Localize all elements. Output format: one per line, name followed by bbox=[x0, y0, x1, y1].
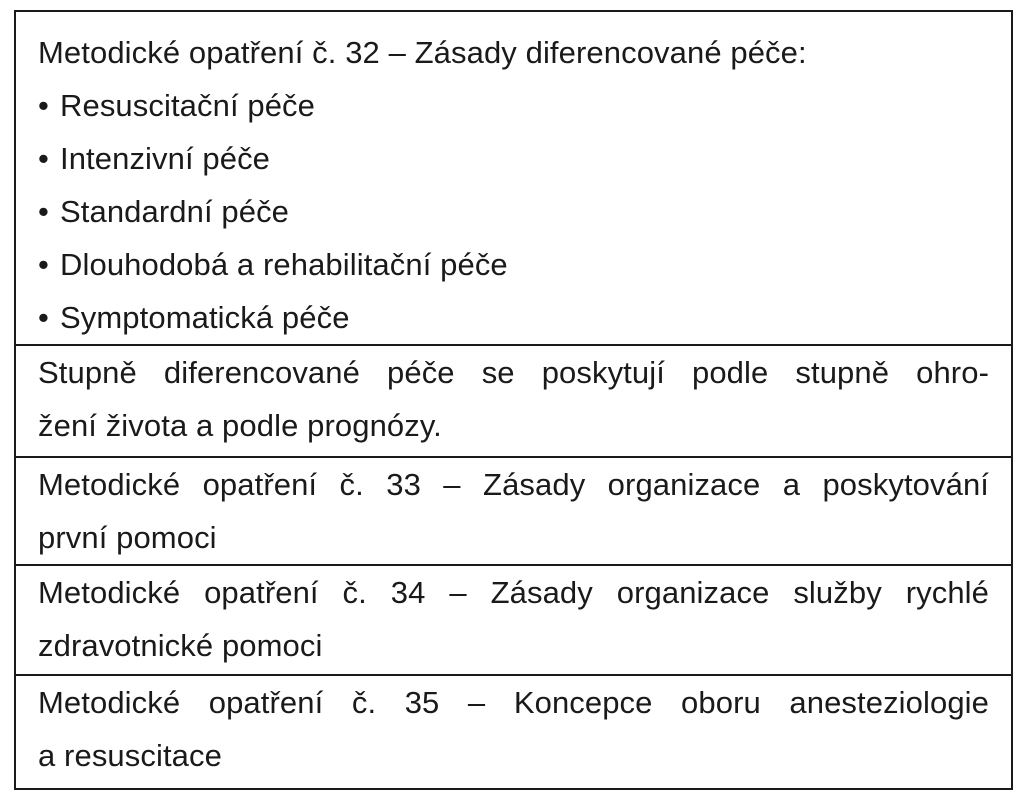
table-row-measure-34 bbox=[16, 564, 1011, 674]
row-text-line: Metodické opatření č. 33 – Zásady organizace a poskytování bbox=[38, 467, 989, 502]
methodical-measures-table bbox=[14, 10, 1013, 790]
list-item bbox=[38, 185, 989, 238]
row-text-line: Stupně diferencované péče se poskytují podle stupně ohro- bbox=[38, 355, 989, 390]
row-text-line: zdravotnické pomoci bbox=[38, 628, 323, 663]
table-row-measure-33 bbox=[16, 456, 1011, 564]
list-item bbox=[38, 291, 989, 344]
measure-32-heading: Metodické opatření č. 32 – Zásady diferencované péče: bbox=[38, 35, 807, 70]
list-item-label: Symptomatická péče bbox=[60, 300, 350, 335]
table-row-care-levels bbox=[16, 344, 1011, 456]
table-row-measure-35 bbox=[16, 674, 1011, 788]
bullet-icon: • bbox=[38, 88, 49, 123]
table-row-measure-32 bbox=[16, 26, 1011, 344]
list-item-label: Intenzivní péče bbox=[60, 141, 271, 176]
list-item-label: Resuscitační péče bbox=[60, 88, 315, 123]
bullet-icon: • bbox=[38, 194, 49, 229]
list-item bbox=[38, 132, 989, 185]
list-item-label: Dlouhodobá a rehabilitační péče bbox=[60, 247, 508, 282]
bullet-icon: • bbox=[38, 141, 49, 176]
row-text-line: žení života a podle prognózy. bbox=[38, 408, 442, 443]
row-text-line: první pomoci bbox=[38, 520, 217, 555]
row-text-line: Metodické opatření č. 34 – Zásady organizace služby rychlé bbox=[38, 575, 989, 610]
bullet-icon: • bbox=[38, 247, 49, 282]
list-item-label: Standardní péče bbox=[60, 194, 290, 229]
row-text-line: Metodické opatření č. 35 – Koncepce oboru anesteziologie bbox=[38, 685, 989, 720]
list-item bbox=[38, 238, 989, 291]
bullet-icon: • bbox=[38, 300, 49, 335]
list-item bbox=[38, 79, 989, 132]
row-text-line: a resuscitace bbox=[38, 738, 222, 773]
